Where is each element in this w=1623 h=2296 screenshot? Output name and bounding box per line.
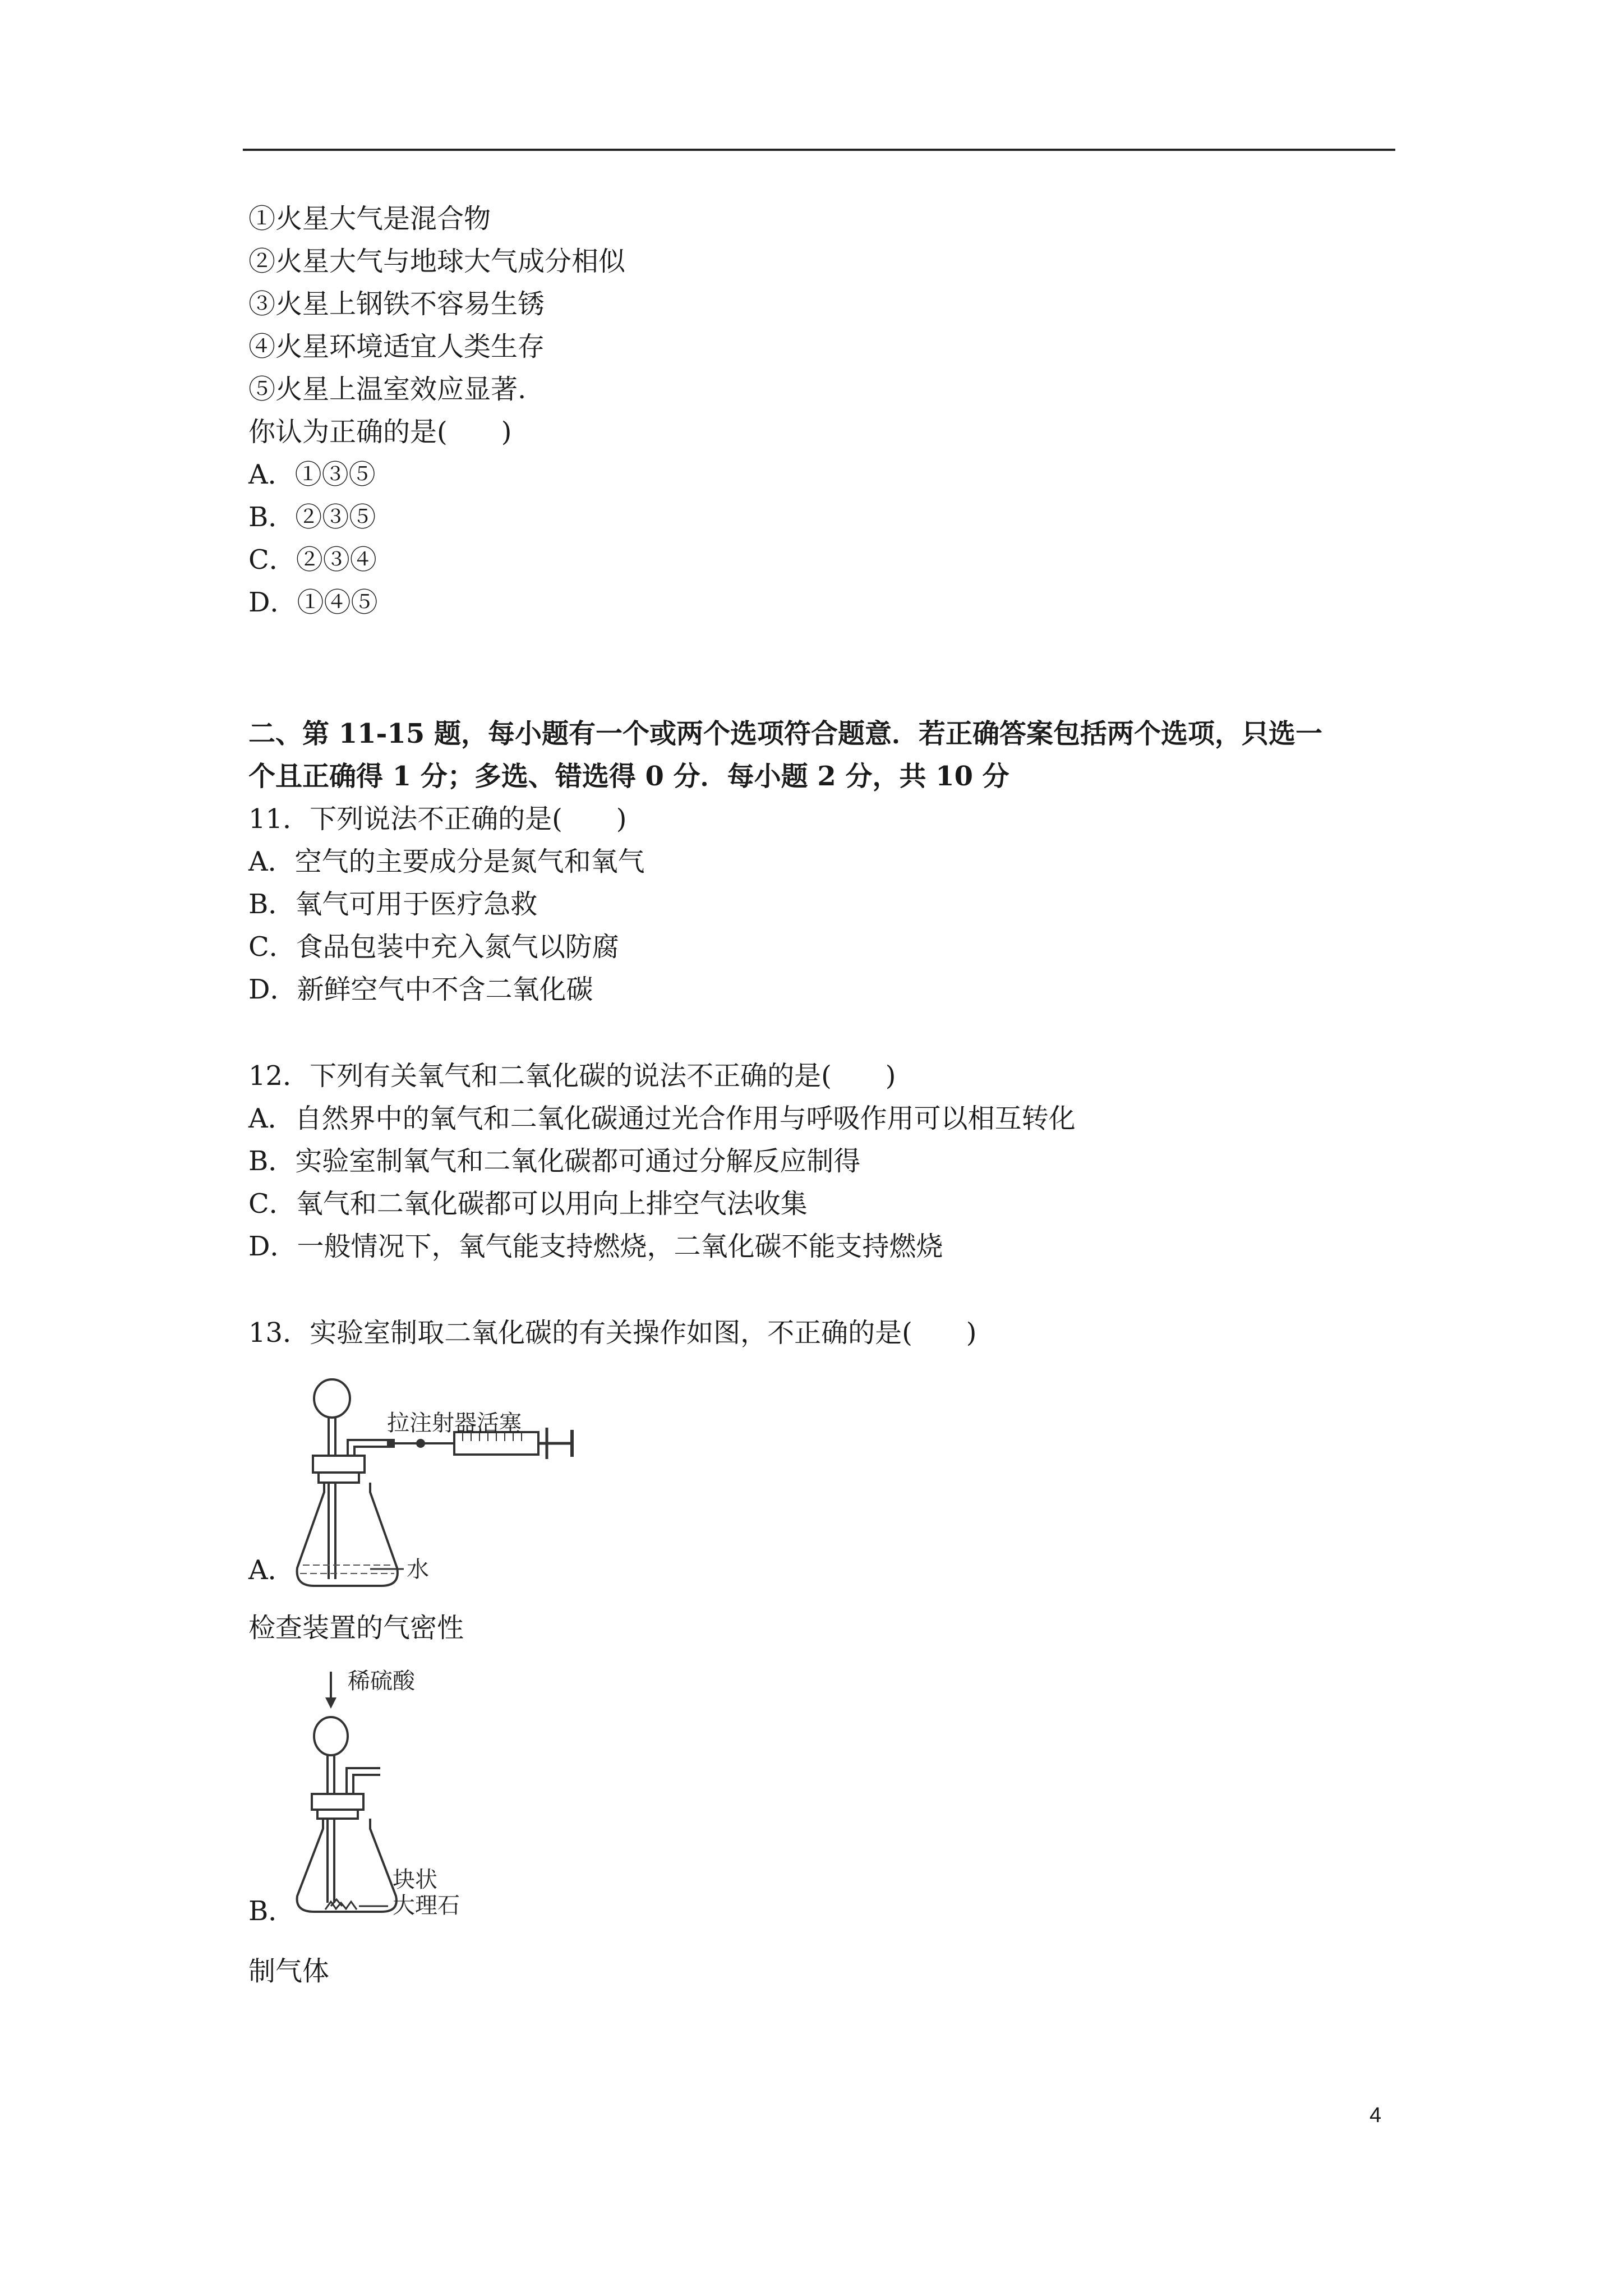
- syringe-label: 拉注射器活塞: [387, 1410, 522, 1436]
- q12-option-b: B．实验室制氧气和二氧化碳都可通过分解反应制得: [248, 1145, 861, 1177]
- q13-option-b-letter: B．: [248, 1895, 296, 1927]
- q13-option-b-caption: [248, 1950, 329, 1993]
- statement-2: ②火星大气与地球大气成分相似: [248, 246, 626, 277]
- q10-option-b: B．②③⑤: [248, 501, 376, 533]
- q12-option-a: A．自然界中的氧气和二氧化碳通过光合作用与呼吸作用可以相互转化: [248, 1103, 1076, 1134]
- q13-option-a-caption: [248, 1607, 464, 1649]
- caption-a: 检查装置的气密性: [248, 1612, 464, 1644]
- q11-option-a: A．空气的主要成分是氮气和氧气: [248, 846, 645, 877]
- q11-option-b: B．氧气可用于医疗急救: [248, 889, 538, 920]
- question-13: [248, 1312, 977, 1354]
- q10-option-c: C．②③④: [248, 544, 377, 576]
- q12-option-c: C．氧气和二氧化碳都可以用向上排空气法收集: [248, 1188, 808, 1220]
- q13-stem: 13．实验室制取二氧化碳的有关操作如图，不正确的是( ): [248, 1317, 977, 1349]
- q12-option-d: D．一般情况下，氧气能支持燃烧，二氧化碳不能支持燃烧: [248, 1231, 943, 1262]
- section2-heading-line2: 个且正确得 1 分；多选、错选得 0 分．每小题 2 分，共 10 分: [248, 761, 1009, 792]
- gas-generation-apparatus: [292, 1668, 494, 1930]
- q11-option-d: D．新鲜空气中不含二氧化碳: [248, 974, 593, 1005]
- page-number: 4: [1370, 2104, 1382, 2127]
- solid-label-2: 大理石: [393, 1893, 460, 1918]
- q13-figure-a: [292, 1372, 583, 1598]
- q10-continuation: [248, 197, 625, 624]
- statement-4: ④火星环境适宜人类生存: [248, 331, 545, 362]
- q12-stem: 12．下列有关氧气和二氧化碳的说法不正确的是( ): [248, 1060, 896, 1092]
- question-11: [248, 798, 645, 1011]
- section2-heading-line1: 二、第 11-15 题，每小题有一个或两个选项符合题意．若正确答案包括两个选项，只选一: [248, 718, 1322, 749]
- section2-heading: [248, 712, 1322, 798]
- solid-label-1: 块状: [393, 1867, 437, 1893]
- statement-1: ①火星大气是混合物: [248, 203, 491, 234]
- airtightness-apparatus: [292, 1372, 583, 1596]
- acid-label: 稀硫酸: [348, 1668, 415, 1694]
- header-rule: [243, 149, 1395, 151]
- statement-5: ⑤火星上温室效应显著.: [248, 374, 527, 405]
- water-label: 水: [407, 1557, 429, 1582]
- caption-b: 制气体: [248, 1955, 330, 1987]
- q10-prompt: 你认为正确的是( ): [248, 416, 512, 448]
- q13-figure-b: [292, 1668, 494, 1932]
- statement-3: ③火星上钢铁不容易生锈: [248, 288, 545, 320]
- q10-option-d: D．①④⑤: [248, 587, 378, 618]
- q13-option-a-letter: A．: [248, 1554, 295, 1586]
- question-12: [248, 1055, 1076, 1268]
- q11-option-c: C．食品包装中充入氮气以防腐: [248, 931, 619, 963]
- q11-stem: 11．下列说法不正确的是( ): [248, 803, 627, 835]
- q10-option-a: A．①③⑤: [248, 459, 376, 490]
